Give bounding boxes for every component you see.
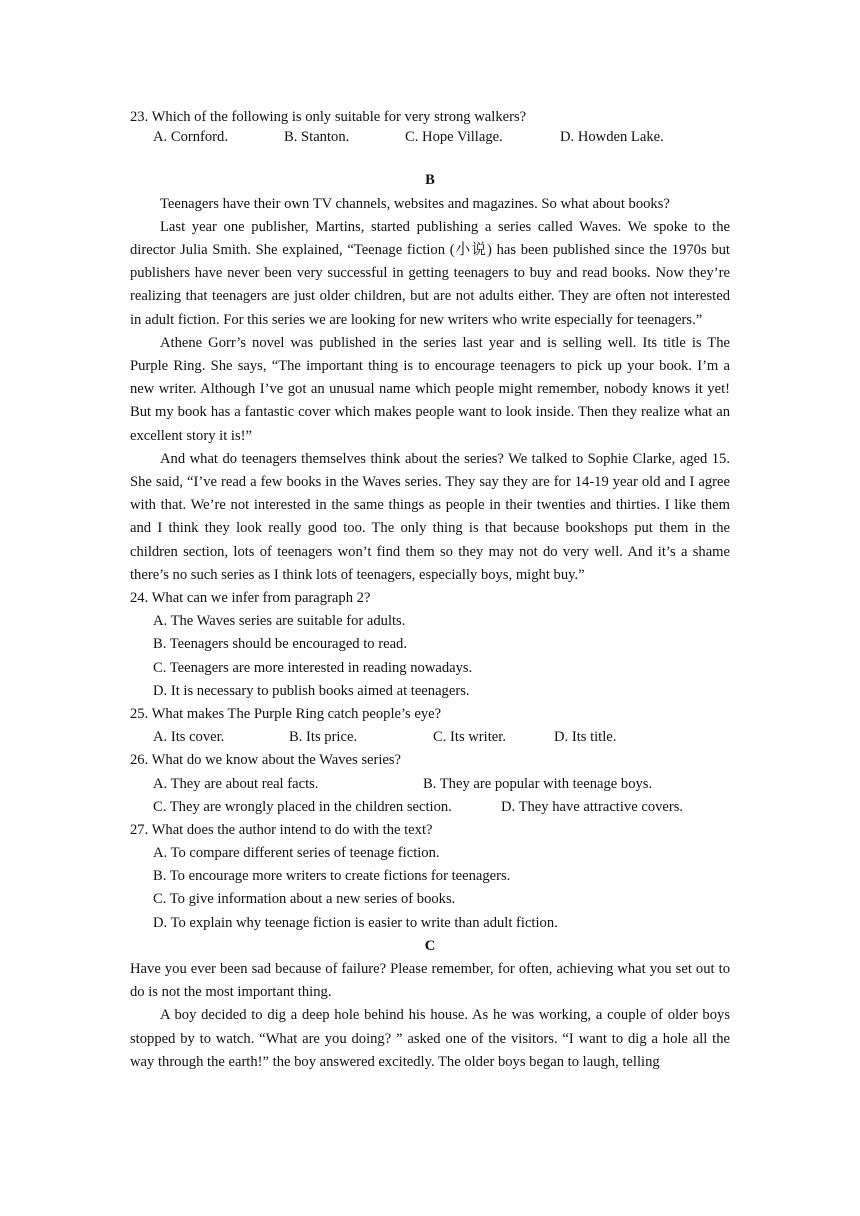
section-b-paragraph-2: Last year one publisher, Martins, started publishing a series called Waves. We spoke to the director Julia Smith. She explained, “Teenage fiction (小说) has been published since the 1970s but publishers have never been very successful in getting teenagers to buy and read books. Now they’re realizing that teenagers are just older children, but are not adults either. They are often not interested in adult fiction. For this series we are looking for new writers who write especially for teenagers.” bbox=[130, 218, 730, 328]
q27-option-d: D. To explain why teenage fiction is easier to write than adult fiction. bbox=[153, 914, 558, 931]
question-26-options-row-2 bbox=[130, 796, 730, 819]
q25-option-a: A. Its cover. bbox=[153, 729, 225, 746]
section-b-heading: B bbox=[425, 172, 435, 189]
q23-option-d: D. Howden Lake. bbox=[560, 129, 664, 146]
section-c-paragraph-1: Have you ever been sad because of failure? Please remember, for often, achieving what you set out to do is not the most important thing. bbox=[130, 961, 730, 1001]
section-b-paragraph-3: Athene Gorr’s novel was published in the series last year and is selling well. Its title is The Purple Ring. She says, “The important thing is to encourage teenagers to pick up your book. I’m a new writer. Although I’ve got an unusual name which people might remember, nobody knows it yet! But my book has a fantastic cover which makes people want to look inside. Then they realize what an excellent story it is!” bbox=[130, 334, 730, 444]
q26-option-c: C. They are wrongly placed in the children section. bbox=[153, 798, 452, 815]
section-c-passage bbox=[130, 958, 730, 1074]
question-23-options bbox=[130, 129, 730, 146]
section-b-paragraph-4: And what do teenagers themselves think about the series? We talked to Sophie Clarke, aged 15. She said, “I’ve read a few books in the Waves series. They say they are for 14-19 year old and I agree with that. We’re not interested in the same things as people in their twenties and thirties. I like them and I think they look really good too. The only thing is that because bookshops put them in the children section, lots of teenagers won’t find them so they may not do very well. And it’s a shame there’s no such series as I think lots of teenagers, especially boys, might buy.” bbox=[130, 450, 730, 583]
q26-option-a: A. They are about real facts. bbox=[153, 775, 319, 792]
question-25-stem: 25. What makes The Purple Ring catch people’s eye? bbox=[130, 705, 442, 722]
q25-option-d: D. Its title. bbox=[554, 729, 617, 746]
page-content bbox=[130, 106, 730, 1074]
q23-option-b: B. Stanton. bbox=[284, 129, 350, 146]
q24-option-c: C. Teenagers are more interested in reading nowadays. bbox=[153, 659, 473, 676]
question-26-stem: 26. What do we know about the Waves series? bbox=[130, 752, 402, 769]
q24-option-b: B. Teenagers should be encouraged to read. bbox=[153, 636, 408, 653]
spacer bbox=[130, 146, 730, 169]
section-b-paragraph-1: Teenagers have their own TV channels, websites and magazines. So what about books? bbox=[160, 195, 670, 212]
question-27-stem: 27. What does the author intend to do with the text? bbox=[130, 821, 433, 838]
q24-option-d: D. It is necessary to publish books aimed at teenagers. bbox=[153, 682, 470, 699]
q27-option-c: C. To give information about a new series of books. bbox=[153, 891, 456, 908]
q27-option-a: A. To compare different series of teenage fiction. bbox=[153, 845, 440, 862]
question-23-stem: 23. Which of the following is only suitable for very strong walkers? bbox=[130, 109, 527, 125]
q24-option-a: A. The Waves series are suitable for adults. bbox=[153, 613, 406, 630]
question-24-stem: 24. What can we infer from paragraph 2? bbox=[130, 590, 371, 607]
q23-option-c: C. Hope Village. bbox=[405, 129, 503, 146]
question-25-options bbox=[130, 726, 730, 749]
section-c-paragraph-2: A boy decided to dig a deep hole behind his house. As he was working, a couple of older boys stopped by to watch. “What are you doing? ” asked one of the visitors. “I want to dig a hole all the way through the earth!” the boy answered excitedly. The older boys began to laugh, telling bbox=[130, 1007, 730, 1070]
question-26-options-row-1 bbox=[130, 773, 730, 796]
q25-option-b: B. Its price. bbox=[289, 729, 358, 746]
q25-option-c: C. Its writer. bbox=[433, 729, 506, 746]
q27-option-b: B. To encourage more writers to create fictions for teenagers. bbox=[153, 868, 511, 885]
section-b-passage bbox=[130, 193, 730, 587]
q26-option-b: B. They are popular with teenage boys. bbox=[423, 775, 653, 792]
q26-option-d: D. They have attractive covers. bbox=[501, 798, 684, 815]
q23-option-a: A. Cornford. bbox=[153, 129, 228, 146]
section-c-heading: C bbox=[424, 937, 436, 954]
